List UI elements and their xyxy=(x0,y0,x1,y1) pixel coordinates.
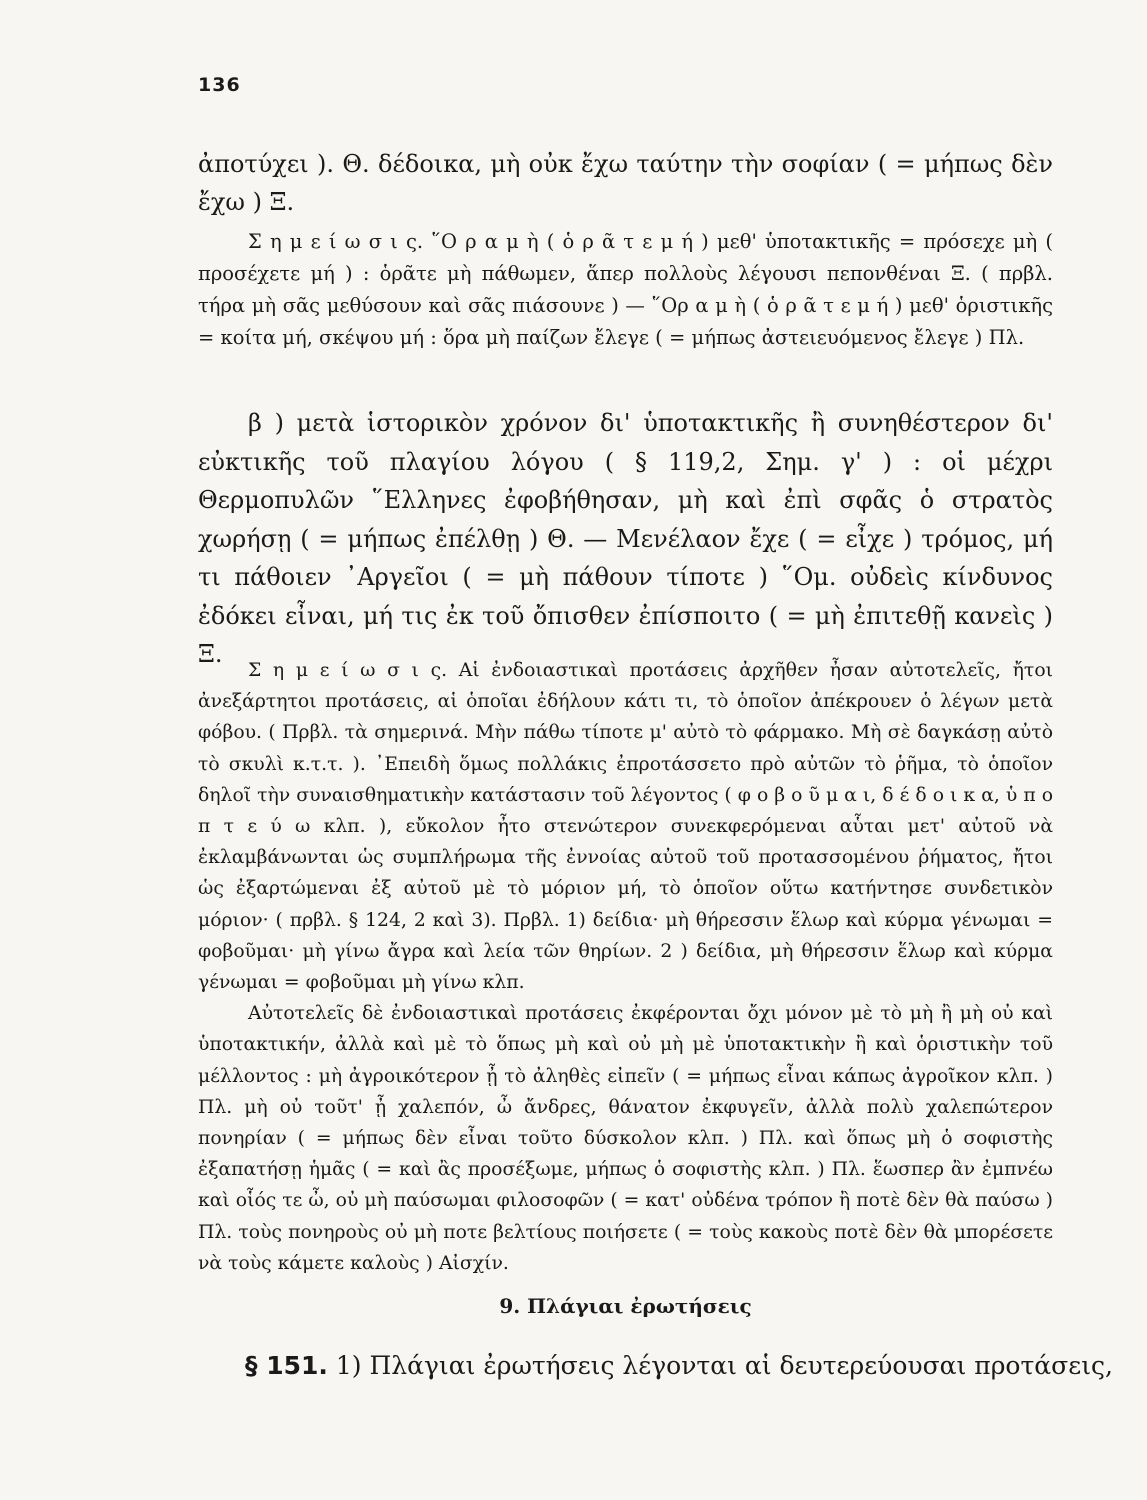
paragraph-2 xyxy=(198,404,1053,674)
section-text: 1) Πλάγιαι ἐρωτήσεις λέγονται αἱ δευτερεύουσαι προτάσεις, xyxy=(335,1351,1113,1380)
paragraph-1-text: ἀποτύχει ). Θ. δέδοικα, μὴ οὐκ ἔχω ταύτην τὴν σοφίαν ( = μήπως δὲν ἔχω ) Ξ. xyxy=(198,150,1053,216)
note-paragraph-3-text: Αὐτοτελεῖς δὲ ἐνδοιαστικαὶ προτάσεις ἐκφέρονται ὄχι μόνον μὲ τὸ μὴ ἢ μὴ οὐ καὶ ὑποτακτικήν, ἀλλὰ καὶ μὲ τὸ ὅπως μὴ καὶ οὐ μὴ μὲ ὑποτακτικὴν ἢ καὶ ὁριστικὴν τοῦ μέλλοντος : μὴ ἀγροικότερον ᾖ τὸ ἀληθὲς εἰπεῖν ( = μήπως εἶναι κάπως ἀγροῖκον κλπ. ) Πλ. μὴ οὐ τοῦτ' ᾖ χαλεπόν, ὦ ἄνδρες, θάνατον ἐκφυγεῖν, ἀλλὰ πολὺ χαλεπώτερον πονηρίαν ( = μήπως δὲν εἶναι τοῦτο δύσκολον κλπ. ) Πλ. καὶ ὅπως μὴ ὁ σοφιστὴς ἐξαπατήσῃ ἡμᾶς ( = καὶ ἂς προσέξωμε, μήπως ὁ σοφιστὴς κλπ. ) Πλ. ἕωσπερ ἂν ἐμπνέω καὶ οἷός τε ὦ, οὐ μὴ παύσωμαι φιλοσοφῶν ( = κατ' οὐδένα τρόπον ἢ ποτὲ δὲν θὰ παύσω ) Πλ. τοὺς πονηροὺς οὐ μὴ ποτε βελτίους ποιήσετε ( = τοὺς κακοὺς ποτὲ δὲν θὰ μπορέσετε νὰ τοὺς κάμετε καλοὺς ) Αἰσχίν. xyxy=(198,1003,1053,1274)
page-number: 136 xyxy=(198,74,241,96)
note-paragraph-2-text: Σ η μ ε ί ω σ ι ς. Αἱ ἐνδοιαστικαὶ προτάσεις ἀρχῆθεν ἦσαν αὐτοτελεῖς, ἤτοι ἀνεξάρτητοι προτάσεις, αἱ ὁποῖαι ἐδήλουν κάτι τι, τὸ ὁποῖον ἀπέκρουεν ὁ λέγων μετὰ φόβου. ( Πρβλ. τὰ σημερινά. Μὴν πάθω τίποτε μ' αὐτὸ τὸ φάρμακο. Μὴ σὲ δαγκάσῃ αὐτὸ τὸ σκυλὶ κ.τ.τ. ). ᾿Επειδὴ ὅμως πολλάκις ἐπροτάσσετο πρὸ αὐτῶν τὸ ῥῆμα, τὸ ὁποῖον δηλοῖ τὴν συναισθηματικὴν κατάστασιν τοῦ λέγοντος ( φ ο β ο ῦ μ α ι, δ έ δ ο ι κ α, ὑ π ο π τ ε ύ ω κλπ. ), εὔκολον ἦτο στενώτερον συνεκφερόμεναι αὗται μετ' αὐτοῦ νὰ ἐκλαμβάνωνται ὡς συμπλήρωμα τῆς ἐννοίας αὐτοῦ τοῦ προτασσομένου ῥήματος, ἤτοι ὡς ἐξαρτώμεναι ἐξ αὐτοῦ μὲ τὸ μόριον μή, τὸ ὁποῖον οὕτω κατήντησε συνδετικὸν μόριον· ( πρβλ. § 124, 2 καὶ 3). Πρβλ. 1) δείδια· μὴ θήρεσσιν ἕλωρ καὶ κύρμα γένωμαι = φοβοῦμαι· μὴ γίνω ἄγρα καὶ λεία τῶν θηρίων. 2 ) δείδια, μὴ θήρεσσιν ἕλωρ καὶ κύρμα γένωμαι = φοβοῦμαι μὴ γίνω κλπ. xyxy=(198,660,1053,994)
paragraph-1 xyxy=(198,145,1053,221)
paragraph-2-text: β ) μετὰ ἱστορικὸν χρόνον δι' ὑποτακτικῆς ἢ συνηθέστερον δι' εὐκτικῆς τοῦ πλαγίου λόγου ( § 119,2, Σημ. γ' ) : οἱ μέχρι Θερμοπυλῶν ῞Ελληνες ἐφοβήθησαν, μὴ καὶ ἐπὶ σφᾶς ὁ στρατὸς χωρήσῃ ( = μήπως ἐπέλθῃ ) Θ. — Μενέλαον ἔχε ( = εἶχε ) τρόμος, μή τι πάθοιεν ᾿Αργεῖοι ( = μὴ πάθουν τίποτε ) ῞Ομ. οὐδεὶς κίνδυνος ἐδόκει εἶναι, μή τις ἐκ τοῦ ὄπισθεν ἐπίσποιτο ( = μὴ ἐπιτεθῇ κανεὶς ) Ξ. xyxy=(198,409,1053,668)
note-paragraph-1-text: Σ η μ ε ί ω σ ι ς. ῞Ο ρ α μ ὴ ( ὁ ρ ᾶ τ ε μ ή ) μεθ' ὑποτακτικῆς = πρόσεχε μὴ ( προσέχετε μή ) : ὁρᾶτε μὴ πάθωμεν, ἅπερ πολλοὺς λέγουσι πεπονθέναι Ξ. ( πρβλ. τήρα μὴ σᾶς μεθύσουν καὶ σᾶς πιάσουνε ) — ῞Ορ α μ ὴ ( ὁ ρ ᾶ τ ε μ ή ) μεθ' ὁριστικῆς = κοίτα μή, σκέψου μή : ὅρα μὴ παίζων ἔλεγε ( = μήπως ἀστειευόμενος ἔλεγε ) Πλ. xyxy=(198,230,1053,349)
section-heading: 9. Πλάγιαι ἐρωτήσεις xyxy=(499,1294,752,1318)
section-sign: § 151. xyxy=(245,1351,328,1380)
note-paragraph-2 xyxy=(198,655,1053,1279)
section-151 xyxy=(245,1346,1113,1386)
note-paragraph-1 xyxy=(198,226,1053,354)
